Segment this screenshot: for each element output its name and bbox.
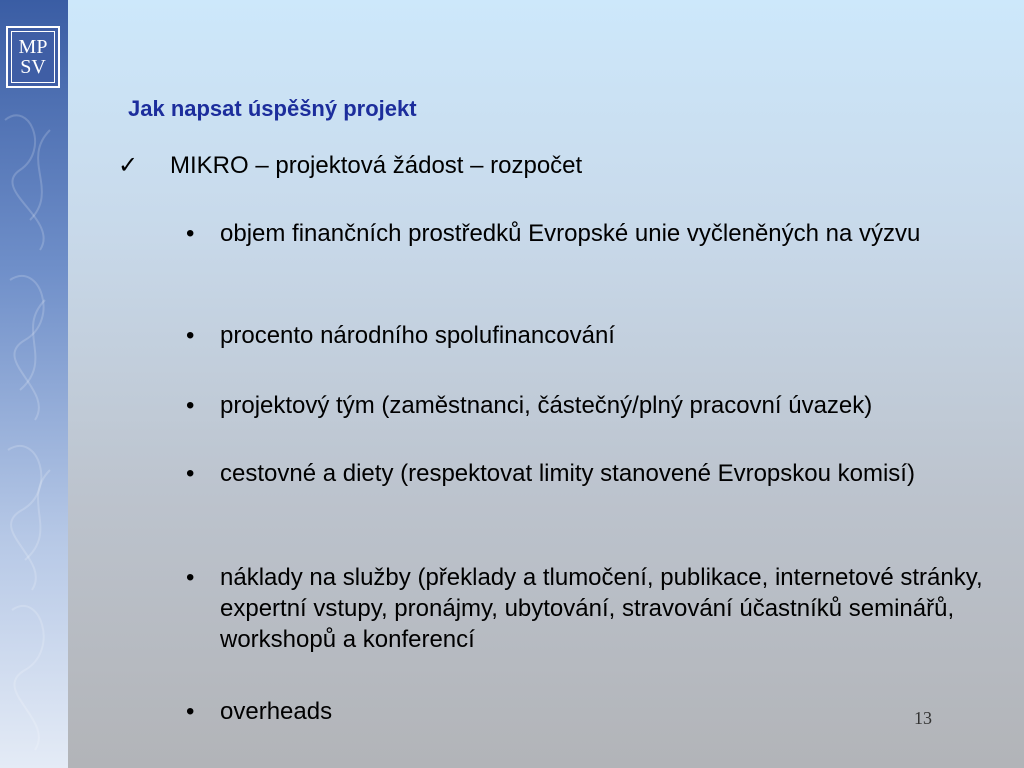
slide-title: Jak napsat úspěšný projekt: [128, 96, 417, 121]
bullet-dot-icon: •: [186, 220, 195, 247]
bullet-dot-icon: •: [186, 698, 195, 725]
logo-frame: [11, 31, 55, 83]
bullet-text: objem finančních prostředků Evropské unie vyčleněných na výzvu: [220, 220, 921, 247]
logo-line-2: SV: [20, 56, 46, 78]
bullet-item: [186, 218, 1006, 249]
bullet-item: [186, 390, 1006, 421]
logo-line-1: MP: [18, 36, 48, 58]
bullet-dot-icon: •: [186, 460, 195, 487]
bullet-dot-icon: •: [186, 392, 195, 419]
bullet-item: [186, 562, 1006, 655]
mpsv-logo: [6, 26, 60, 88]
bullet-text: projektový tým (zaměstnanci, částečný/plný pracovní úvazek): [220, 392, 873, 419]
bullet-text: náklady na služby (překlady a tlumočení, publikace, internetové stránky, expertní vstupy, pronájmy, ubytování, stravování účastníků seminářů, workshopů a konferencí: [220, 564, 983, 653]
bullet-item: [186, 458, 1006, 489]
bullet-item: [186, 696, 1006, 727]
main-item-label: MIKRO – projektová žádost – rozpočet: [170, 152, 583, 179]
decorative-side-strip: [0, 0, 68, 768]
bullet-text: overheads: [220, 698, 333, 725]
page-number: 13: [914, 708, 932, 728]
bullet-text: cestovné a diety (respektovat limity stanovené Evropskou komisí): [220, 460, 915, 487]
bullet-dot-icon: •: [186, 564, 195, 591]
checkmark-icon: ✓: [118, 152, 139, 179]
bullet-text: procento národního spolufinancování: [220, 322, 615, 349]
bullet-item: [186, 320, 1006, 351]
decorative-pattern: [0, 0, 68, 768]
main-item: [118, 151, 582, 180]
bullet-dot-icon: •: [186, 322, 195, 349]
